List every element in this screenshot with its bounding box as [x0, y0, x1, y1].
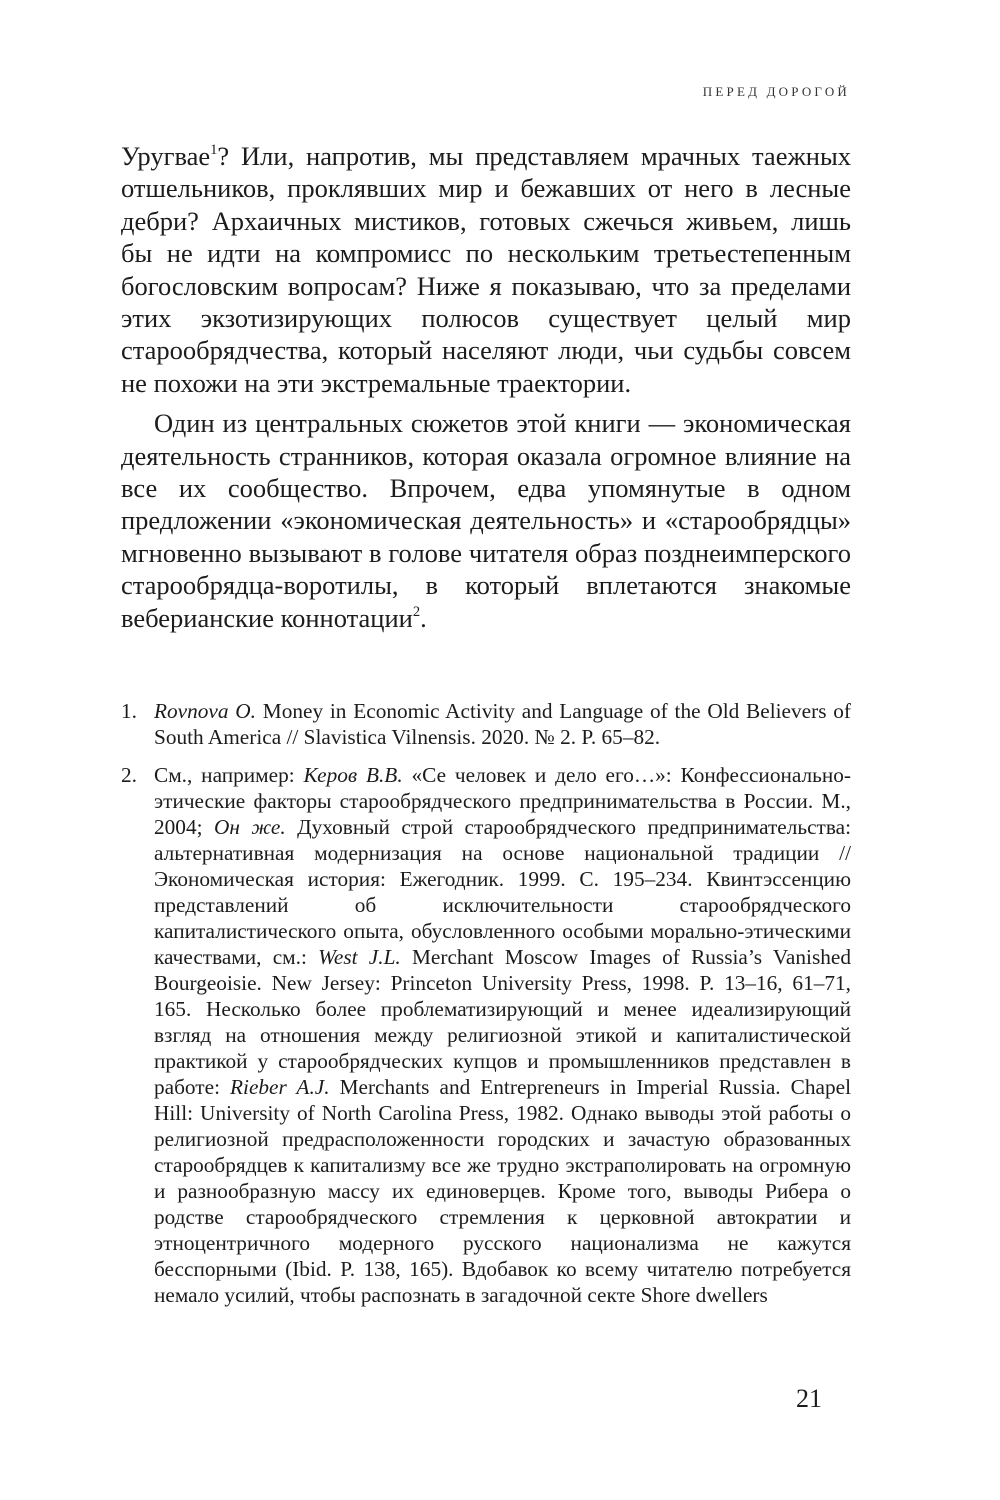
footnote-segment: Merchants and Entrepreneurs in Imperial Russia. Chapel Hill: University of North Carolina Press, 1982. Однако выводы этой работы о религиозной предрасположенности городских и зачастую образованных старообрядцев к капитализму все же трудно экстраполировать на огромную и разнообразную массу их единоверцев. Кроме того, выводы Рибера о родстве старообрядческого стремления к церковной автократии и этноцентричного модерного русского национализма не кажутся бесспорными (Ibid. P. 138, 165). Вдобавок ко всему читателю потребуется немало усилий, чтобы распознать в загадочной секте Shore dwellers [154, 1075, 851, 1307]
main-text [121, 140, 851, 634]
footnote-segment: Merchant Moscow Images of Russia’s Vanished Bourgeoisie. New Jersey: Princeton University Press, 1998. P. 13–16, 61–71, 165. Несколько более проблематизирующий и менее идеализирующий взгляд на отношения между религиозной этикой и капиталистической практикой у старообрядческих купцов и промышленников представлен в работе: [154, 945, 851, 1099]
paragraph-2 [121, 407, 851, 634]
footnotes [121, 698, 851, 1320]
footnote-2 [121, 762, 851, 1308]
footnote-number: 2. [121, 763, 137, 787]
footnote-text [154, 698, 851, 750]
footnote-body: Money in Economic Activity and Language of the Old Believers of South America // Slavistica Vilnensis. 2020. № 2. P. 65–82. [154, 699, 851, 749]
running-head: ПЕРЕД ДОРОГОЙ [702, 84, 850, 99]
footnote-number: 1. [121, 699, 137, 723]
paragraph-2-end: . [420, 602, 427, 633]
footnote-ref-2[interactable]: 2 [412, 603, 421, 620]
footnote-lead: См., например: [154, 763, 304, 787]
footnote-text [154, 762, 851, 1308]
paragraph-1 [121, 140, 851, 399]
footnote-author: Rieber A.J. [230, 1075, 330, 1099]
footnote-ref-1[interactable]: 1 [210, 142, 218, 159]
paragraph-1-rest: ? Или, напротив, мы представляем мрачных таежных отшельников, проклявших мир и бежавших от него в лесные дебри? Архаичных мистиков, готовых сжечься живьем, лишь бы не идти на компромисс по нескольким третьестепенным богословским вопросам? Ниже я показываю, что за пределами этих экзотизирующих полюсов существует целый мир старообрядчества, который населяют люди, чьи судьбы совсем не похожи на эти экстремальные траектории. [121, 141, 851, 398]
footnote-author: Керов В.В. [303, 763, 403, 787]
paragraph-1-start: Уругвае [121, 141, 211, 171]
footnote-author: Он же. [213, 815, 286, 839]
footnote-segment: «Се человек и дело его…»: Конфессионально-этические факторы старообрядческого предпринимательства в России. М., 2004; [154, 763, 851, 839]
footnote-segment: Духовный строй старообрядческого предпринимательства: альтернативная модернизация на основе национальной традиции // Экономическая история: Ежегодник. 1999. С. 195–234. Квинтэссенцию представлений об исключительности старообрядческого капиталистического опыта, обусловленного особыми морально-этическими качествами, см.: [154, 815, 851, 969]
footnote-1 [121, 698, 851, 750]
paragraph-2-text: Один из центральных сюжетов этой книги — экономическая деятельность странников, которая оказала огромное влияние на все их сообщество. Впрочем, едва упомянутые в одном предложении «экономическая деятельность» и «старообрядцы» мгновенно вызывают в голове читателя образ позднеимперского старообрядца-воротилы, в который вплетаются знакомые веберианские коннотации [121, 408, 851, 633]
footnote-author: West J.L. [318, 945, 401, 969]
footnote-author: Rovnova O. [154, 699, 256, 723]
page-number: 21 [796, 1384, 822, 1413]
